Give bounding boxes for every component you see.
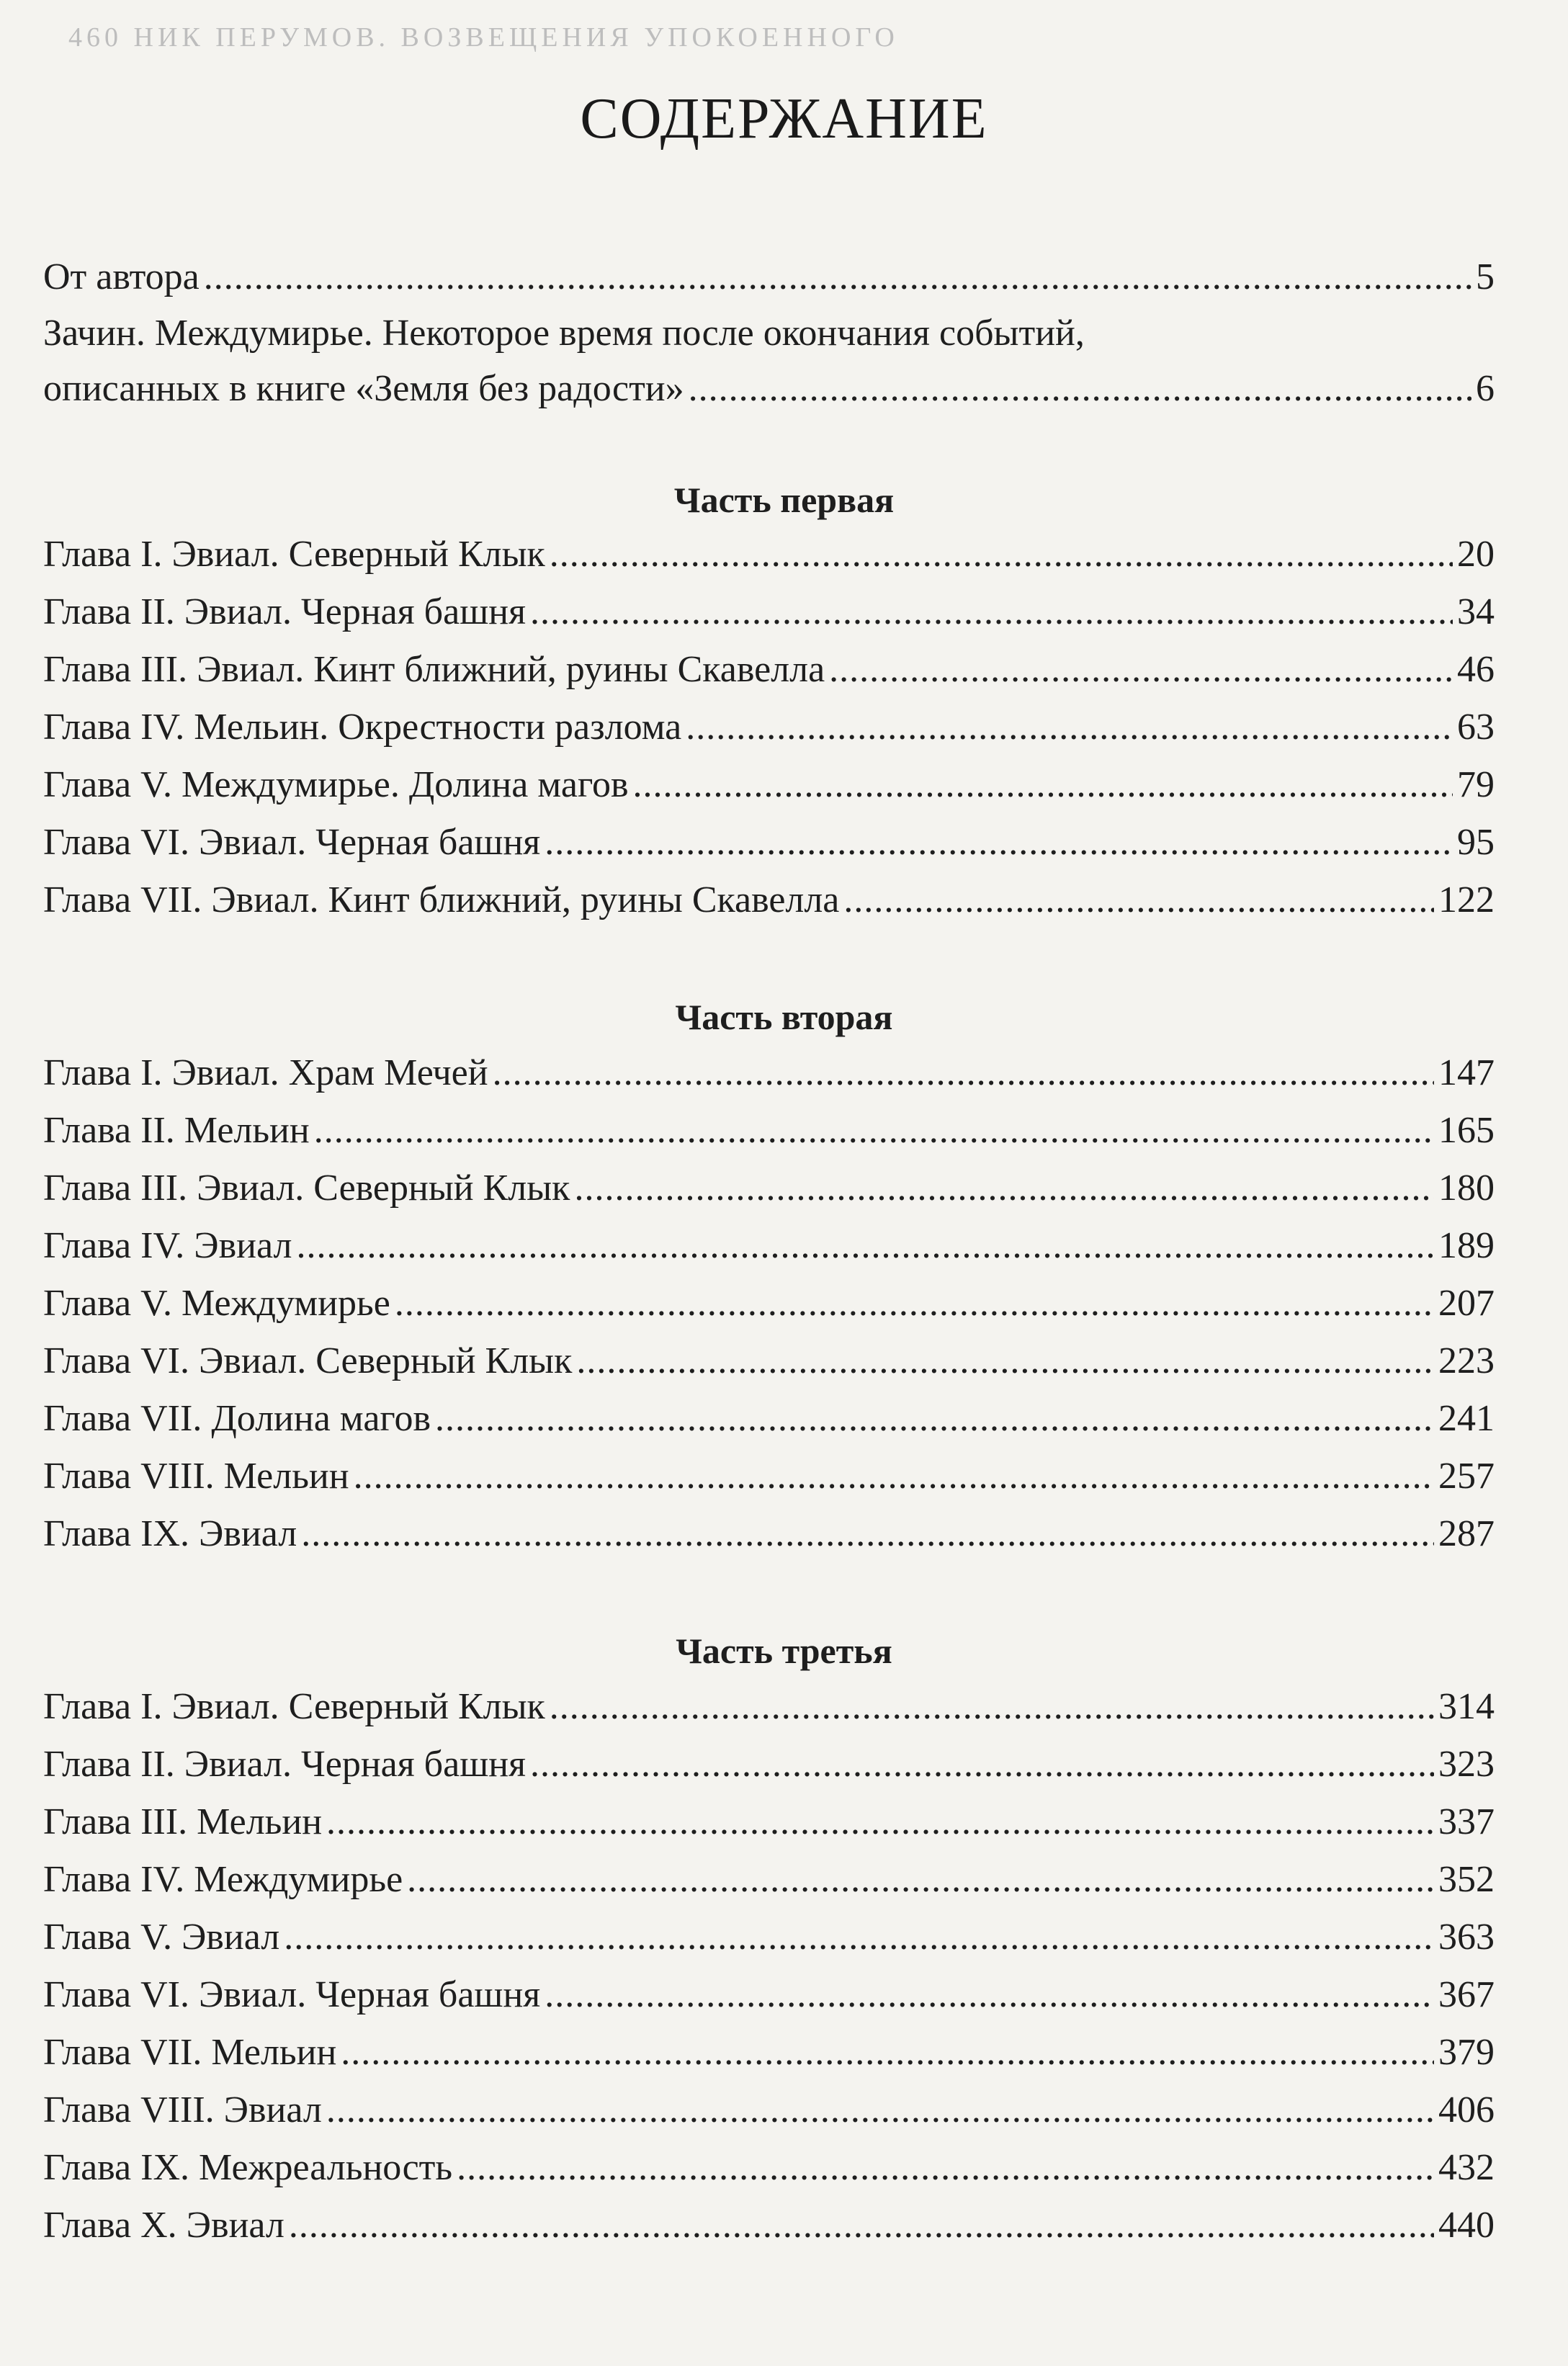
toc-entry-page: 165: [1438, 1110, 1495, 1151]
toc-entry-page: 432: [1438, 2147, 1495, 2188]
toc-entry-page: 46: [1457, 649, 1495, 690]
toc-entry-page: 379: [1438, 2032, 1495, 2073]
toc-entry: [43, 1513, 1495, 1556]
toc-entry-label: Глава V. Междумирье. Долина магов: [43, 764, 629, 805]
toc-entry-page: 314: [1438, 1686, 1495, 1727]
leader-dots: [530, 591, 1453, 634]
toc-entry-page: 207: [1438, 1283, 1495, 1324]
toc-entry-page: 440: [1438, 2205, 1495, 2246]
toc-entry: [43, 1167, 1495, 1210]
toc-entry-page: 147: [1438, 1052, 1495, 1093]
toc-entry-page: 189: [1438, 1225, 1495, 1266]
toc-entry-page: 323: [1438, 1744, 1495, 1785]
toc-entry-prologue: [43, 367, 1495, 411]
toc-entry-page: 20: [1457, 534, 1495, 575]
leader-dots: [550, 533, 1453, 576]
leader-dots: [576, 1340, 1434, 1383]
toc-entry-page: 122: [1438, 879, 1495, 920]
leader-dots: [633, 763, 1453, 807]
toc-entry: [43, 2031, 1495, 2074]
toc-entry-label: описанных в книге «Земля без радости»: [43, 368, 684, 409]
toc-entry-label: Глава I. Эвиал. Храм Мечей: [43, 1052, 488, 1093]
leader-dots: [395, 1282, 1434, 1325]
toc-entry-page: 79: [1457, 764, 1495, 805]
toc-entry-page: 241: [1438, 1398, 1495, 1439]
leader-dots: [530, 1743, 1434, 1786]
toc-entry-label: Глава II. Эвиал. Черная башня: [43, 591, 526, 632]
toc-entry-label: Глава III. Эвиал. Кинт ближний, руины Скавелла: [43, 649, 825, 690]
toc-entry: [43, 1282, 1495, 1325]
leader-dots: [301, 1513, 1434, 1556]
leader-dots: [843, 879, 1434, 922]
leader-dots: [204, 256, 1471, 299]
toc-entry: [43, 879, 1495, 922]
toc-entry-label: Глава VI. Эвиал. Северный Клык: [43, 1340, 573, 1381]
toc-entry-label: Глава X. Эвиал: [43, 2205, 285, 2246]
toc-entry: [43, 2204, 1495, 2247]
toc-entry: [43, 1743, 1495, 1786]
toc-entry-page: 363: [1438, 1917, 1495, 1958]
toc-entry: [43, 1455, 1495, 1498]
leader-dots: [289, 2204, 1434, 2247]
toc-entry-label: Глава V. Междумирье: [43, 1283, 390, 1324]
toc-entry: [43, 1685, 1495, 1729]
toc-entry-label: Глава II. Мельин: [43, 1110, 310, 1151]
leader-dots: [354, 1455, 1434, 1498]
toc-entry-label: Глава VIII. Эвиал: [43, 2089, 322, 2130]
leader-dots: [435, 1397, 1434, 1440]
toc-entry: [43, 1109, 1495, 1152]
leader-dots: [326, 2089, 1434, 2132]
toc-entry-label: От автора: [43, 256, 200, 297]
toc-entry-page: 6: [1476, 368, 1495, 409]
toc-entry: [43, 1858, 1495, 1901]
toc-entry-label: Глава VI. Эвиал. Черная башня: [43, 822, 541, 863]
leader-dots: [689, 367, 1471, 411]
toc-entry: [43, 1397, 1495, 1440]
toc-entry-label: Глава VII. Эвиал. Кинт ближний, руины Скавелла: [43, 879, 840, 920]
toc-entry: [43, 1916, 1495, 1959]
leader-dots: [284, 1916, 1434, 1959]
toc-entry-author: [43, 256, 1495, 299]
leader-dots: [493, 1052, 1434, 1095]
toc-entry-label: Глава I. Эвиал. Северный Клык: [43, 534, 545, 575]
toc-entry-label: Глава III. Мельин: [43, 1801, 323, 1842]
toc-entry-label: Глава IX. Межреальность: [43, 2147, 453, 2188]
leader-dots: [686, 706, 1453, 749]
toc-entry-page: 34: [1457, 591, 1495, 632]
leader-dots: [297, 1224, 1435, 1268]
toc-entry: [43, 1052, 1495, 1095]
toc-entry: [43, 1224, 1495, 1268]
toc-entry-label: Глава I. Эвиал. Северный Клык: [43, 1686, 545, 1727]
leader-dots: [545, 1973, 1434, 2017]
toc-entry: [43, 821, 1495, 864]
toc-entry-prologue-line1: Зачин. Междумирье. Некоторое время после окончания событий,: [43, 313, 1085, 354]
toc-entry-page: 287: [1438, 1513, 1495, 1554]
toc-entry-page: 406: [1438, 2089, 1495, 2130]
leader-dots: [545, 821, 1453, 864]
toc-entry-label: Глава VI. Эвиал. Черная башня: [43, 1974, 541, 2015]
part-heading: Часть вторая: [675, 997, 893, 1037]
toc-entry: [43, 648, 1495, 691]
toc-entry: [43, 706, 1495, 749]
toc-entry-page: 5: [1476, 256, 1495, 297]
toc-entry-page: 180: [1438, 1168, 1495, 1209]
leader-dots: [341, 2031, 1434, 2074]
toc-entry-page: 352: [1438, 1859, 1495, 1900]
toc-entry-page: 63: [1457, 707, 1495, 748]
toc-entry-label: Глава IV. Мельин. Окрестности разлома: [43, 707, 682, 748]
toc-entry: [43, 591, 1495, 634]
toc-entry: [43, 1801, 1495, 1844]
toc-entry: [43, 2146, 1495, 2190]
toc-entry-page: 95: [1457, 822, 1495, 863]
toc-entry: [43, 1340, 1495, 1383]
leader-dots: [407, 1858, 1434, 1901]
toc-entry-label: Глава IV. Междумирье: [43, 1859, 403, 1900]
toc-entry: [43, 763, 1495, 807]
toc-entry-label: Глава II. Эвиал. Черная башня: [43, 1744, 526, 1785]
toc-entry: [43, 2089, 1495, 2132]
leader-dots: [550, 1685, 1434, 1729]
leader-dots: [829, 648, 1453, 691]
toc-entry-label: Глава VIII. Мельин: [43, 1456, 349, 1497]
running-head: 460 НИК ПЕРУМОВ. ВОЗВЕЩЕНИЯ УПОКОЕННОГО: [68, 22, 899, 53]
toc-entry-label: Глава III. Эвиал. Северный Клык: [43, 1168, 570, 1209]
toc-entry-page: 257: [1438, 1456, 1495, 1497]
toc-entry-page: 367: [1438, 1974, 1495, 2015]
toc-entry-page: 337: [1438, 1801, 1495, 1842]
toc-entry-label: Глава IV. Эвиал: [43, 1225, 292, 1266]
part-heading: Часть первая: [673, 480, 895, 520]
leader-dots: [314, 1109, 1434, 1152]
part-heading: Часть третья: [676, 1631, 892, 1671]
toc-entry-label: Глава IX. Эвиал: [43, 1513, 297, 1554]
toc-entry-label: Глава VII. Мельин: [43, 2032, 337, 2073]
leader-dots: [457, 2146, 1434, 2190]
toc-entry-label: Глава VII. Долина магов: [43, 1398, 431, 1439]
page-title: СОДЕРЖАНИЕ: [580, 87, 988, 151]
leader-dots: [326, 1801, 1434, 1844]
toc-entry: [43, 1973, 1495, 2017]
toc-entry-page: 223: [1438, 1340, 1495, 1381]
toc-entry-label: Глава V. Эвиал: [43, 1917, 280, 1958]
leader-dots: [574, 1167, 1434, 1210]
toc-entry: [43, 533, 1495, 576]
